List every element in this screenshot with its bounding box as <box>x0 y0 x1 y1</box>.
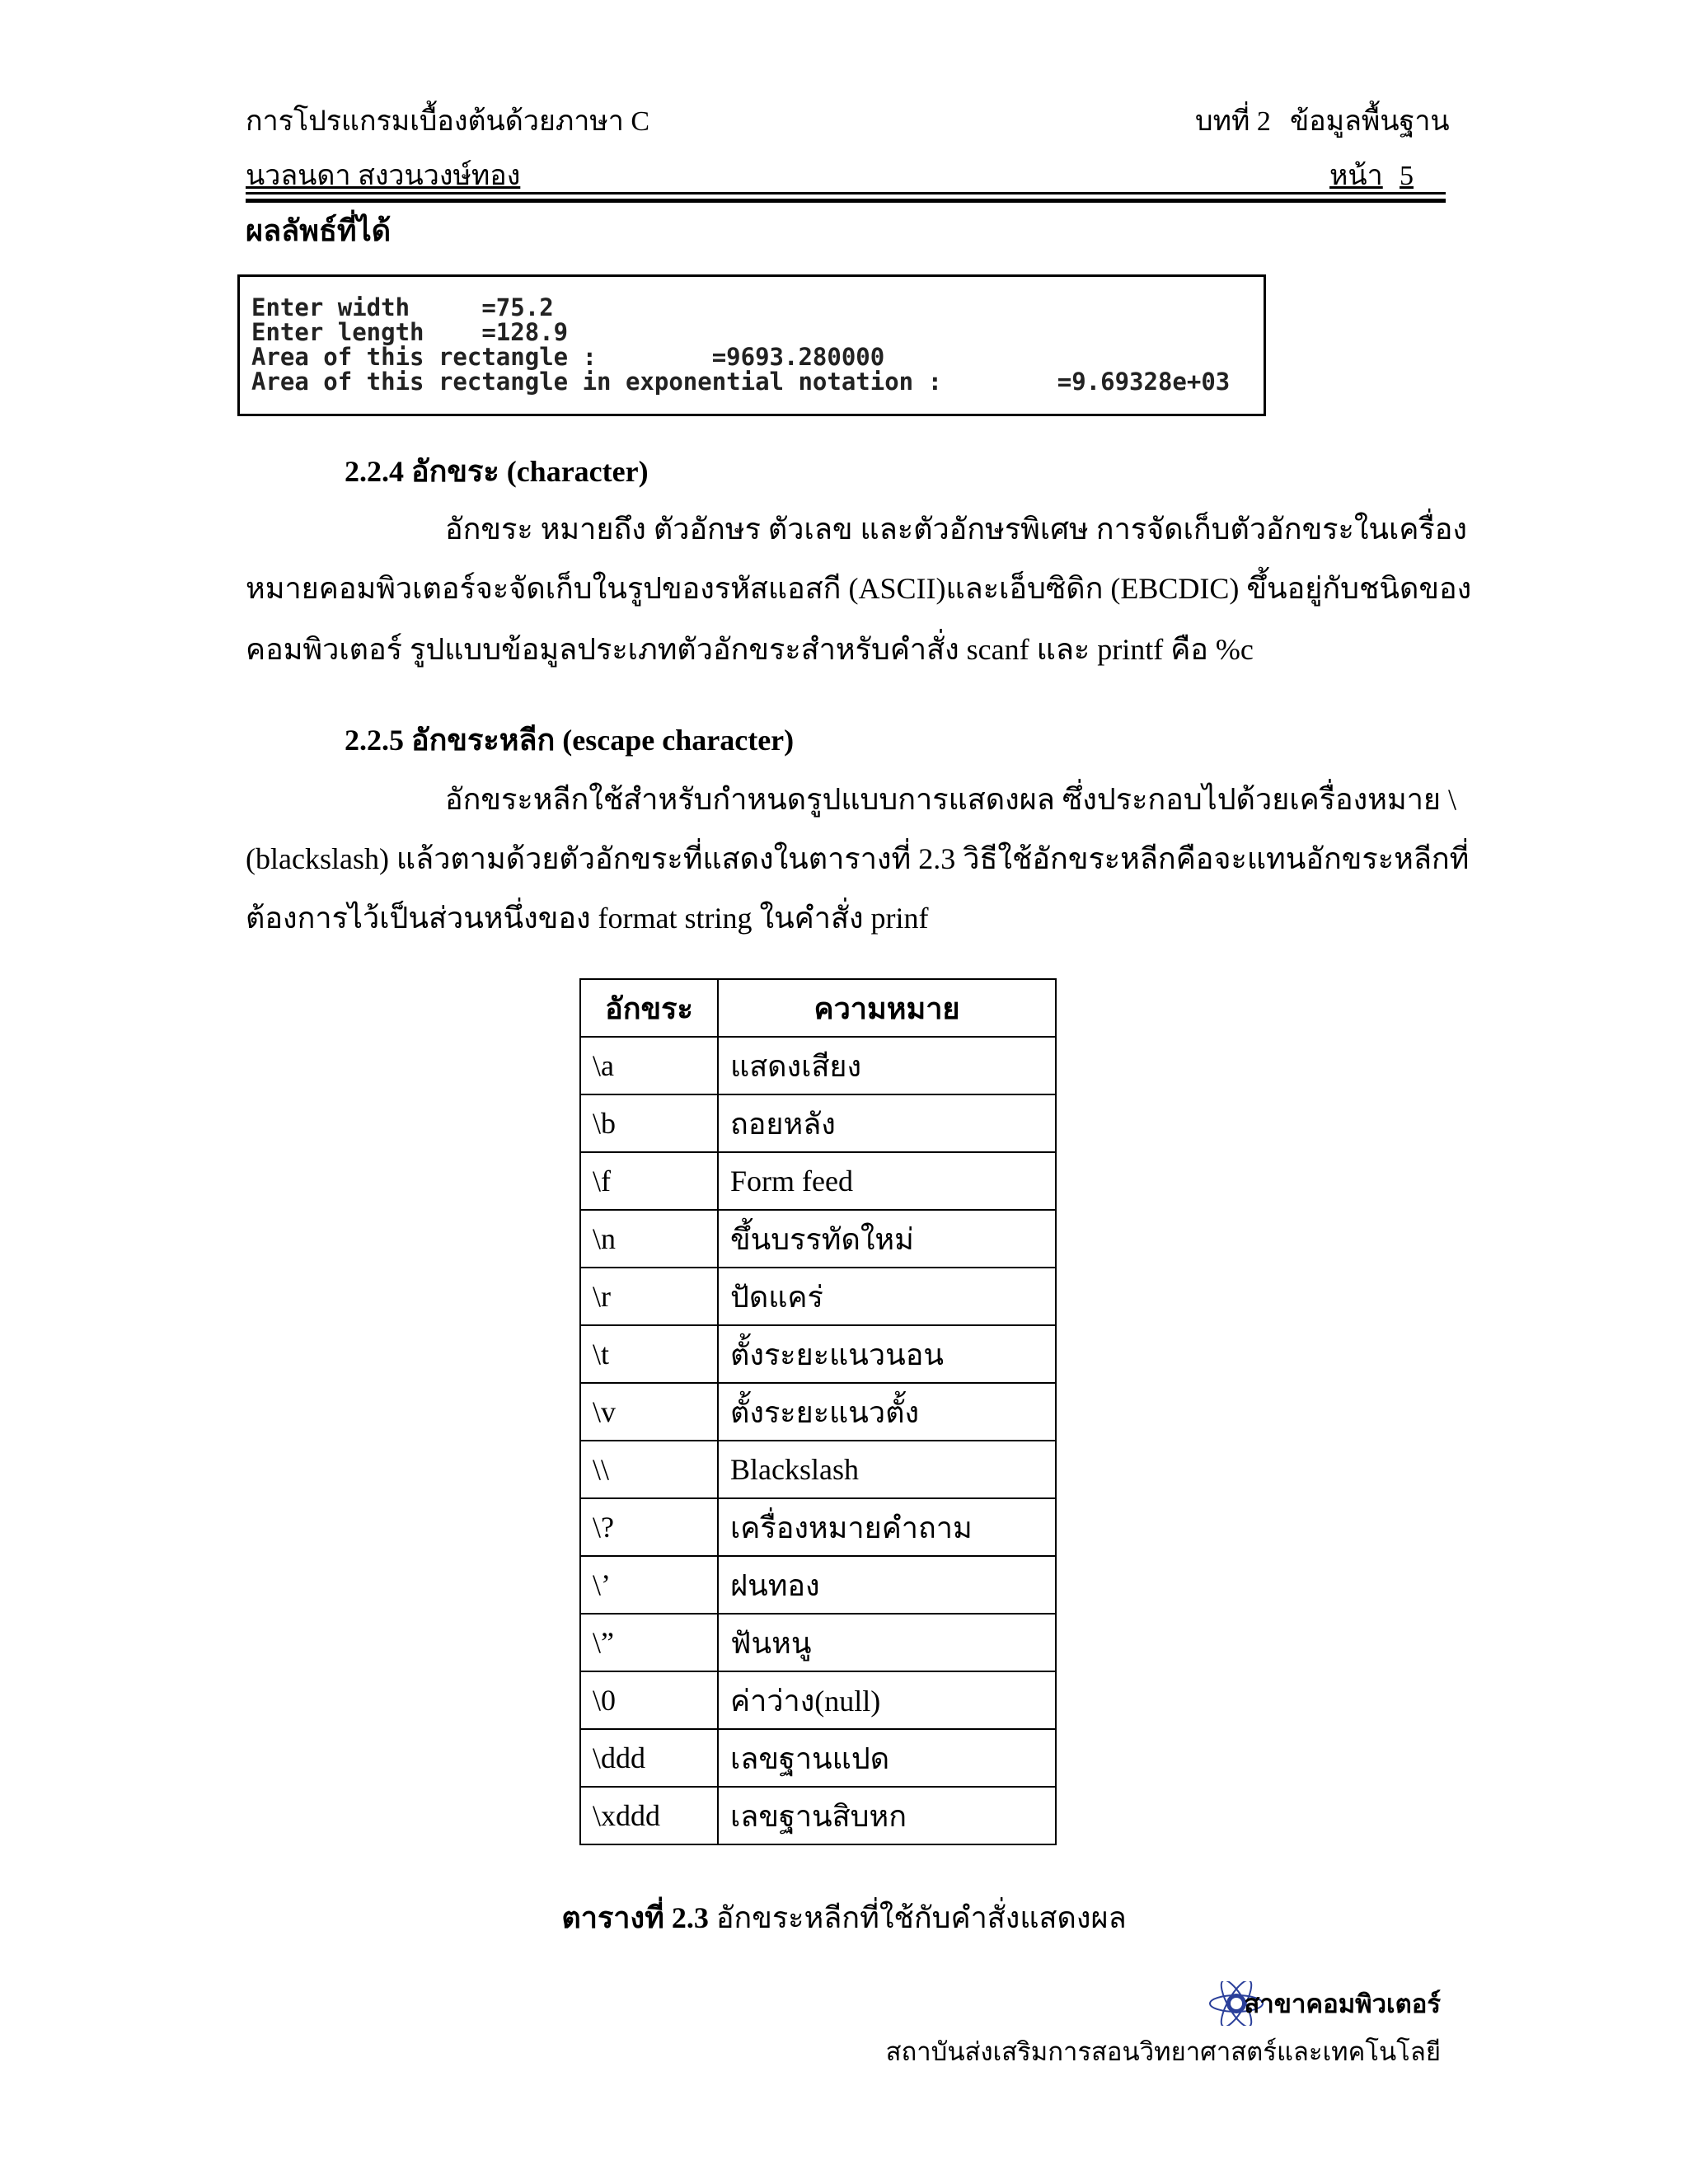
escape-meaning: Form feed <box>718 1152 1056 1210</box>
escape-code: \0 <box>580 1671 718 1729</box>
escape-code: \t <box>580 1325 718 1383</box>
paragraph-line: หมายคอมพิวเตอร์จะจัดเก็บในรูปของรหัสแอสกี (ASCII)และเอ็บซิดิก (EBCDIC) ขึ้นอยู่กับชนิดของ <box>246 572 1472 605</box>
escape-code: \r <box>580 1268 718 1325</box>
escape-code: \v <box>580 1383 718 1441</box>
paragraph-line: ต้องการไว้เป็นส่วนหนึ่งของ format string ในคำสั่ง prinf <box>246 902 929 935</box>
table-row <box>580 1614 1056 1671</box>
escape-meaning: เลขฐานแปด <box>718 1729 1056 1787</box>
escape-code: \b <box>580 1094 718 1152</box>
escape-meaning: เครื่องหมายคำถาม <box>718 1498 1056 1556</box>
table-row <box>580 1556 1056 1614</box>
table-row <box>580 1094 1056 1152</box>
escape-meaning: ค่าว่าง(null) <box>718 1671 1056 1729</box>
table-row <box>580 1383 1056 1441</box>
author-name: นวลนดา สงวนวงษ์ทอง <box>246 161 521 191</box>
escape-code: \a <box>580 1037 718 1094</box>
escape-code: \f <box>580 1152 718 1210</box>
paragraph-line: (blackslash) แล้วตามด้วยตัวอักขระที่แสดงในตารางที่ 2.3 วิธีใช้อักขระหลีกคือจะแทนอักขระหลีกที่ <box>246 842 1470 875</box>
escape-meaning: แสดงเสียง <box>718 1037 1056 1094</box>
console-output <box>237 274 1266 416</box>
escape-code: \” <box>580 1614 718 1671</box>
escape-character-table <box>579 978 1057 1845</box>
chapter-number: บทที่ 2 <box>1195 106 1271 137</box>
table-row <box>580 1152 1056 1210</box>
table-row <box>580 1210 1056 1268</box>
escape-code: \n <box>580 1210 718 1268</box>
header-rule-top <box>246 192 1446 194</box>
column-header-meaning: ความหมาย <box>718 979 1056 1037</box>
page-number: 5 <box>1400 161 1414 191</box>
console-line: Area of this rectangle : =9693.280000 <box>251 343 885 371</box>
escape-code: \\ <box>580 1441 718 1498</box>
section-heading-224: 2.2.4 อักขระ (character) <box>345 455 649 488</box>
table-row <box>580 1441 1056 1498</box>
table-row <box>580 1498 1056 1556</box>
escape-meaning: ตั้งระยะแนวนอน <box>718 1325 1056 1383</box>
table-caption-text: อักขระหลีกที่ใช้กับคำสั่งแสดงผล <box>708 1901 1127 1934</box>
escape-code: \ddd <box>580 1729 718 1787</box>
escape-code: \xddd <box>580 1787 718 1844</box>
page-label: หน้า <box>1329 161 1383 191</box>
footer-department: สาขาคอมพิวเตอร์ <box>1244 1990 1441 2019</box>
console-line: Enter length =128.9 <box>251 318 569 346</box>
escape-code: \’ <box>580 1556 718 1614</box>
table-row <box>580 1325 1056 1383</box>
column-header-character: อักขระ <box>580 979 718 1037</box>
footer-institute: สถาบันส่งเสริมการสอนวิทยาศาสตร์และเทคโนโลยี <box>885 2037 1441 2067</box>
paragraph-line: คอมพิวเตอร์ รูปแบบข้อมูลประเภทตัวอักขระสำหรับคำสั่ง scanf และ printf คือ %c <box>246 633 1254 666</box>
escape-meaning: ฟันหนู <box>718 1614 1056 1671</box>
table-row <box>580 1037 1056 1094</box>
section-heading-225: 2.2.5 อักขระหลีก (escape character) <box>345 724 795 757</box>
chapter-title: ข้อมูลพื้นฐาน <box>1290 106 1450 137</box>
result-heading: ผลลัพธ์ที่ได้ <box>246 214 392 247</box>
paragraph-line: อักขระหลีกใช้สำหรับกำหนดรูปแบบการแสดงผล ซึ่งประกอบไปด้วยเครื่องหมาย \ <box>445 783 1457 816</box>
table-row <box>580 1729 1056 1787</box>
escape-code: \? <box>580 1498 718 1556</box>
table-row <box>580 1268 1056 1325</box>
console-line: Enter width =75.2 <box>251 293 554 321</box>
console-line: Area of this rectangle in exponential notation : =9.69328e+03 <box>251 368 1231 396</box>
table-row <box>580 1787 1056 1844</box>
escape-meaning: ขึ้นบรรทัดใหม่ <box>718 1210 1056 1268</box>
table-caption <box>0 1900 1688 1936</box>
table-row <box>580 1671 1056 1729</box>
escape-meaning: ถอยหลัง <box>718 1094 1056 1152</box>
table-caption-number: ตารางที่ 2.3 <box>561 1901 709 1934</box>
escape-meaning: ปัดแคร่ <box>718 1268 1056 1325</box>
escape-meaning: ฝนทอง <box>718 1556 1056 1614</box>
escape-meaning: ตั้งระยะแนวตั้ง <box>718 1383 1056 1441</box>
header-rule-bottom <box>246 199 1446 203</box>
paragraph-line: อักขระ หมายถึง ตัวอักษร ตัวเลข และตัวอักษรพิเศษ การจัดเก็บตัวอักขระในเครื่อง <box>445 513 1467 546</box>
escape-meaning: เลขฐานสิบหก <box>718 1787 1056 1844</box>
book-title: การโปรแกรมเบื้องต้นด้วยภาษา C <box>246 106 650 137</box>
escape-meaning: Blackslash <box>718 1441 1056 1498</box>
table-header-row <box>580 979 1056 1037</box>
